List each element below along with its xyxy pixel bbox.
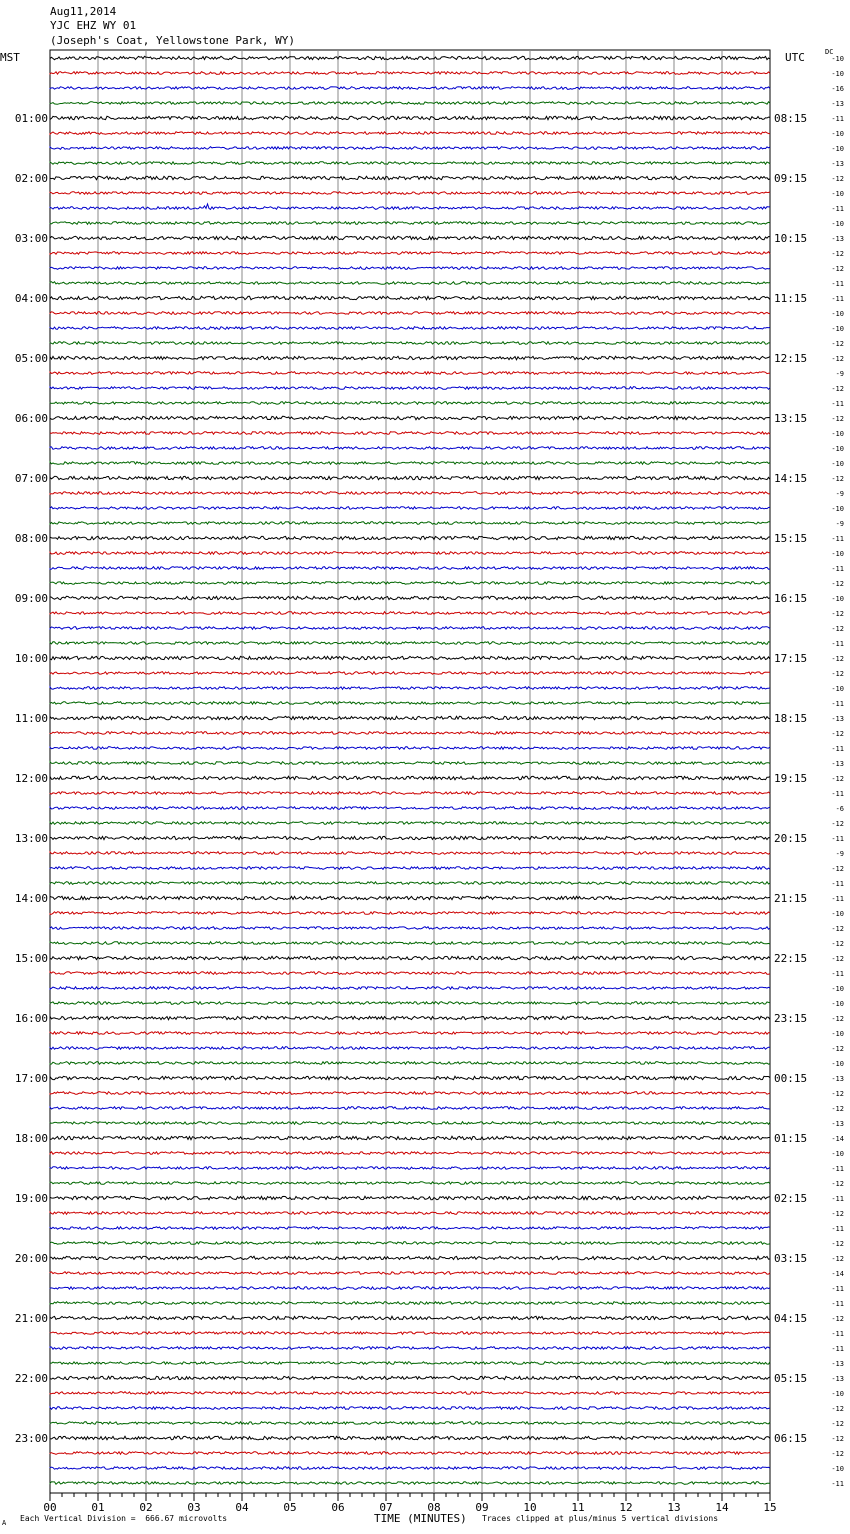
dc-offset-label: -10 — [831, 220, 844, 228]
utc-hour-label: 06:15 — [774, 1432, 808, 1445]
trace-row — [50, 1332, 770, 1335]
dc-offset-label: -11 — [831, 1330, 844, 1338]
trace-row — [50, 387, 770, 390]
dc-offset-label: -13 — [831, 760, 844, 768]
dc-offset-label: -10 — [831, 505, 844, 513]
dc-offset-label: -13 — [831, 1375, 844, 1383]
trace-row — [50, 342, 770, 345]
utc-hour-label: 10:15 — [774, 232, 808, 245]
dc-offset-label: -10 — [831, 55, 844, 63]
trace-row — [50, 56, 770, 59]
dc-offset-label: -11 — [831, 535, 844, 543]
dc-offset-label: -6 — [835, 805, 844, 813]
dc-offset-label: -11 — [831, 1165, 844, 1173]
trace-row — [50, 747, 770, 750]
dc-offset-label: -16 — [831, 85, 844, 93]
trace-row — [50, 1347, 770, 1350]
x-tick-label: 05 — [283, 1501, 297, 1514]
trace-row — [50, 536, 770, 539]
dc-offset-label: -13 — [831, 160, 844, 168]
mst-hour-label: 04:00 — [14, 292, 48, 305]
mst-hour-label: 12:00 — [14, 772, 48, 785]
dc-offset-label: -11 — [831, 1225, 844, 1233]
trace-row — [50, 1062, 770, 1065]
trace-row — [50, 416, 770, 419]
trace-row — [50, 1122, 770, 1125]
dc-offset-label: -10 — [831, 595, 844, 603]
utc-hour-label: 16:15 — [774, 592, 808, 605]
x-tick-label: 12 — [619, 1501, 633, 1514]
trace-row — [50, 762, 770, 765]
dc-offset-label: -13 — [831, 100, 844, 108]
trace-row — [50, 1016, 770, 1019]
dc-offset-label: -12 — [831, 865, 844, 873]
mst-hour-label: 22:00 — [14, 1372, 48, 1385]
trace-row — [50, 132, 770, 135]
dc-offset-label: -9 — [835, 520, 844, 528]
trace-row — [50, 356, 770, 359]
dc-offset-label: -13 — [831, 715, 844, 723]
dc-offset-label: -10 — [831, 70, 844, 78]
utc-hour-label: 00:15 — [774, 1072, 808, 1085]
dc-offset-label: -12 — [831, 340, 844, 348]
x-axis-title: TIME (MINUTES) — [374, 1512, 467, 1525]
trace-row — [50, 1302, 770, 1305]
mst-hour-label: 20:00 — [14, 1252, 48, 1265]
dc-offset-label: -12 — [831, 1210, 844, 1218]
trace-row — [50, 72, 770, 75]
trace-row — [50, 1092, 770, 1095]
dc-offset-label: -11 — [831, 205, 844, 213]
dc-offset-label: -11 — [831, 700, 844, 708]
dc-offset-label: -11 — [831, 1285, 844, 1293]
dc-offset-label: -12 — [831, 1240, 844, 1248]
trace-row — [50, 87, 770, 90]
trace-row — [50, 942, 770, 945]
dc-offset-label: -12 — [831, 775, 844, 783]
trace-row — [50, 236, 770, 239]
dc-offset-label: -11 — [831, 640, 844, 648]
trace-row — [50, 867, 770, 870]
dc-offset-label: -11 — [831, 1300, 844, 1308]
x-tick-label: 00 — [43, 1501, 57, 1514]
trace-row — [50, 672, 770, 675]
dc-offset-label: -12 — [831, 820, 844, 828]
trace-row — [50, 776, 770, 779]
mst-hour-label: 02:00 — [14, 172, 48, 185]
dc-offset-label: -12 — [831, 385, 844, 393]
dc-offset-label: -11 — [831, 115, 844, 123]
trace-row — [50, 1107, 770, 1110]
trace-row — [50, 1032, 770, 1035]
trace-row — [50, 627, 770, 630]
mst-hour-label: 07:00 — [14, 472, 48, 485]
trace-row — [50, 1076, 770, 1079]
dc-offset-label: -12 — [831, 655, 844, 663]
utc-hour-label: 15:15 — [774, 532, 808, 545]
dc-offset-label: -11 — [831, 745, 844, 753]
dc-offset-label: -14 — [831, 1270, 844, 1278]
trace-row — [50, 522, 770, 525]
x-tick-label: 01 — [91, 1501, 105, 1514]
dc-offset-label: -10 — [831, 445, 844, 453]
trace-row — [50, 852, 770, 855]
utc-hour-label: 09:15 — [774, 172, 808, 185]
trace-row — [50, 612, 770, 615]
dc-offset-label: -10 — [831, 1150, 844, 1158]
x-tick-label: 08 — [427, 1501, 441, 1514]
dc-offset-label: -11 — [831, 280, 844, 288]
dc-offset-label: -12 — [831, 250, 844, 258]
dc-offset-label: -12 — [831, 355, 844, 363]
x-tick-label: 10 — [523, 1501, 537, 1514]
dc-offset-label: -11 — [831, 1345, 844, 1353]
mst-hour-label: 09:00 — [14, 592, 48, 605]
trace-row — [50, 596, 770, 599]
dc-offset-label: -12 — [831, 1105, 844, 1113]
dc-offset-label: -11 — [831, 880, 844, 888]
dc-offset-label: -10 — [831, 1030, 844, 1038]
dc-offset-label: -12 — [831, 1015, 844, 1023]
trace-row — [50, 956, 770, 959]
dc-offset-label: -10 — [831, 325, 844, 333]
dc-offset-label: -12 — [831, 1045, 844, 1053]
mst-hour-label: 08:00 — [14, 532, 48, 545]
trace-row — [50, 1316, 770, 1319]
x-tick-label: 07 — [379, 1501, 393, 1514]
utc-hour-label: 12:15 — [774, 352, 808, 365]
dc-offset-label: -10 — [831, 130, 844, 138]
x-tick-label: 11 — [571, 1501, 585, 1514]
mst-hour-label: 05:00 — [14, 352, 48, 365]
mst-hour-label: 23:00 — [14, 1432, 48, 1445]
trace-row — [50, 116, 770, 119]
trace-row — [50, 327, 770, 330]
mst-hour-label: 16:00 — [14, 1012, 48, 1025]
dc-offset-label: -11 — [831, 970, 844, 978]
trace-row — [50, 176, 770, 179]
mst-hour-label: 01:00 — [14, 112, 48, 125]
trace-row — [50, 1182, 770, 1185]
trace-row — [50, 567, 770, 570]
trace-row — [50, 1272, 770, 1275]
trace-row — [50, 716, 770, 719]
dc-offset-label: -11 — [831, 400, 844, 408]
dc-offset-label: -12 — [831, 265, 844, 273]
trace-row — [50, 642, 770, 645]
trace-lines — [50, 56, 770, 1484]
trace-row — [50, 267, 770, 270]
dc-offset-label: -10 — [831, 1390, 844, 1398]
dc-offset-label: -12 — [831, 415, 844, 423]
x-tick-label: 03 — [187, 1501, 201, 1514]
x-tick-label: 02 — [139, 1501, 153, 1514]
utc-hour-label: 20:15 — [774, 832, 808, 845]
dc-offset-label: -12 — [831, 175, 844, 183]
utc-hour-label: 04:15 — [774, 1312, 808, 1325]
dc-offset-label: -10 — [831, 460, 844, 468]
trace-row — [50, 1227, 770, 1230]
dc-offset-label: -13 — [831, 235, 844, 243]
trace-row — [50, 296, 770, 299]
trace-row — [50, 1167, 770, 1170]
trace-row — [50, 1002, 770, 1005]
trace-row — [50, 222, 770, 225]
dc-offset-label: -12 — [831, 1090, 844, 1098]
trace-row — [50, 476, 770, 479]
utc-hour-label: 19:15 — [774, 772, 808, 785]
dc-offset-label: -13 — [831, 1360, 844, 1368]
dc-offset-label: -12 — [831, 925, 844, 933]
trace-row — [50, 912, 770, 915]
trace-row — [50, 1482, 770, 1485]
mst-hour-label: 17:00 — [14, 1072, 48, 1085]
trace-row — [50, 822, 770, 825]
trace-row — [50, 192, 770, 195]
trace-row — [50, 1047, 770, 1050]
mst-hour-label: 18:00 — [14, 1132, 48, 1145]
dc-offset-label: -12 — [831, 610, 844, 618]
trace-row — [50, 1136, 770, 1139]
trace-row — [50, 836, 770, 839]
dc-offset-label: -10 — [831, 685, 844, 693]
dc-offset-label: -12 — [831, 1180, 844, 1188]
trace-row — [50, 896, 770, 899]
utc-hour-label: 03:15 — [774, 1252, 808, 1265]
mst-hour-label: 19:00 — [14, 1192, 48, 1205]
dc-offset-label: -12 — [831, 1420, 844, 1428]
dc-offset-label: -12 — [831, 1315, 844, 1323]
trace-row — [50, 1392, 770, 1395]
x-tick-label: 09 — [475, 1501, 489, 1514]
dc-offset-label: -12 — [831, 1405, 844, 1413]
dc-offset-label: -12 — [831, 1450, 844, 1458]
utc-hour-label: 08:15 — [774, 112, 808, 125]
dc-offset-label: -10 — [831, 910, 844, 918]
utc-hour-label: 13:15 — [774, 412, 808, 425]
trace-row — [50, 204, 770, 210]
dc-offset-label: -10 — [831, 145, 844, 153]
station-location: (Joseph's Coat, Yellowstone Park, WY) — [50, 34, 296, 47]
utc-hour-label: 05:15 — [774, 1372, 808, 1385]
trace-row — [50, 312, 770, 315]
utc-hour-label: 01:15 — [774, 1132, 808, 1145]
trace-row — [50, 1422, 770, 1425]
utc-hour-label: 14:15 — [774, 472, 808, 485]
dc-offset-label: -10 — [831, 985, 844, 993]
dc-offset-label: -13 — [831, 1120, 844, 1128]
plot-date: Aug11,2014 — [50, 5, 117, 18]
utc-hour-label: 11:15 — [774, 292, 808, 305]
trace-row — [50, 702, 770, 705]
dc-offset-label: -10 — [831, 1060, 844, 1068]
trace-row — [50, 552, 770, 555]
utc-hour-label: 18:15 — [774, 712, 808, 725]
utc-hour-label: 02:15 — [774, 1192, 808, 1205]
dc-offset-label: -12 — [831, 625, 844, 633]
utc-hour-label: 22:15 — [774, 952, 808, 965]
dc-offset-header: DC — [825, 48, 834, 56]
dc-offset-label: -10 — [831, 1000, 844, 1008]
trace-row — [50, 447, 770, 450]
trace-row — [50, 162, 770, 165]
x-tick-label: 14 — [715, 1501, 729, 1514]
trace-row — [50, 252, 770, 255]
left-timezone-label: MST — [0, 51, 20, 64]
trace-row — [50, 1436, 770, 1439]
trace-row — [50, 147, 770, 150]
mst-hour-label: 11:00 — [14, 712, 48, 725]
mst-hour-label: 14:00 — [14, 892, 48, 905]
trace-row — [50, 432, 770, 435]
dc-offset-label: -12 — [831, 670, 844, 678]
trace-row — [50, 1362, 770, 1365]
utc-hour-label: 21:15 — [774, 892, 808, 905]
dc-offset-label: -12 — [831, 730, 844, 738]
dc-offset-label: -12 — [831, 475, 844, 483]
trace-row — [50, 792, 770, 795]
dc-offset-label: -11 — [831, 295, 844, 303]
trace-row — [50, 882, 770, 885]
x-tick-label: 13 — [667, 1501, 681, 1514]
axis-labels — [15, 55, 844, 1514]
dc-offset-label: -10 — [831, 310, 844, 318]
dc-offset-label: -12 — [831, 1255, 844, 1263]
mst-hour-label: 13:00 — [14, 832, 48, 845]
dc-offset-label: -10 — [831, 430, 844, 438]
trace-row — [50, 1196, 770, 1199]
trace-row — [50, 372, 770, 375]
trace-row — [50, 807, 770, 810]
trace-row — [50, 102, 770, 105]
trace-row — [50, 1256, 770, 1259]
dc-offset-label: -12 — [831, 1435, 844, 1443]
dc-offset-label: -9 — [835, 490, 844, 498]
trace-row — [50, 492, 770, 495]
trace-row — [50, 1452, 770, 1455]
trace-row — [50, 972, 770, 975]
utc-hour-label: 23:15 — [774, 1012, 808, 1025]
trace-row — [50, 1467, 770, 1470]
dc-offset-label: -11 — [831, 565, 844, 573]
mst-hour-label: 10:00 — [14, 652, 48, 665]
dc-offset-label: -11 — [831, 895, 844, 903]
dc-offset-label: -14 — [831, 1135, 844, 1143]
dc-offset-label: -11 — [831, 835, 844, 843]
trace-row — [50, 1407, 770, 1410]
trace-row — [50, 282, 770, 285]
dc-offset-label: -10 — [831, 550, 844, 558]
x-tick-label: 06 — [331, 1501, 345, 1514]
dc-offset-label: -12 — [831, 580, 844, 588]
trace-row — [50, 1212, 770, 1215]
dc-offset-label: -13 — [831, 1075, 844, 1083]
dc-offset-label: -10 — [831, 190, 844, 198]
dc-offset-label: -11 — [831, 1195, 844, 1203]
trace-row — [50, 1242, 770, 1245]
trace-row — [50, 732, 770, 735]
trace-row — [50, 402, 770, 405]
trace-row — [50, 656, 770, 659]
trace-row — [50, 582, 770, 585]
trace-row — [50, 462, 770, 465]
dc-offset-label: -11 — [831, 1480, 844, 1488]
trace-row — [50, 507, 770, 510]
utc-hour-label: 17:15 — [774, 652, 808, 665]
mst-hour-label: 21:00 — [14, 1312, 48, 1325]
mst-hour-label: 15:00 — [14, 952, 48, 965]
trace-row — [50, 1287, 770, 1290]
mst-hour-label: 03:00 — [14, 232, 48, 245]
trace-row — [50, 687, 770, 690]
dc-offset-label: -12 — [831, 955, 844, 963]
vertical-division-note: Each Vertical Division = 666.67 microvolts — [20, 1514, 228, 1523]
dc-offset-label: -10 — [831, 1465, 844, 1473]
right-timezone-label: UTC — [785, 51, 805, 64]
trace-row — [50, 1152, 770, 1155]
clipping-note: Traces clipped at plus/minus 5 vertical divisions — [482, 1514, 719, 1523]
dc-offset-label: -11 — [831, 790, 844, 798]
dc-offset-label: -9 — [835, 850, 844, 858]
trace-row — [50, 927, 770, 930]
dc-offset-label: -9 — [835, 370, 844, 378]
dc-offset-label: -12 — [831, 940, 844, 948]
x-tick-label: 15 — [763, 1501, 777, 1514]
footer-mark: A — [2, 1519, 7, 1527]
x-tick-label: 04 — [235, 1501, 249, 1514]
trace-row — [50, 987, 770, 990]
trace-row — [50, 1376, 770, 1379]
station-code: YJC EHZ WY 01 — [50, 19, 137, 32]
mst-hour-label: 06:00 — [14, 412, 48, 425]
